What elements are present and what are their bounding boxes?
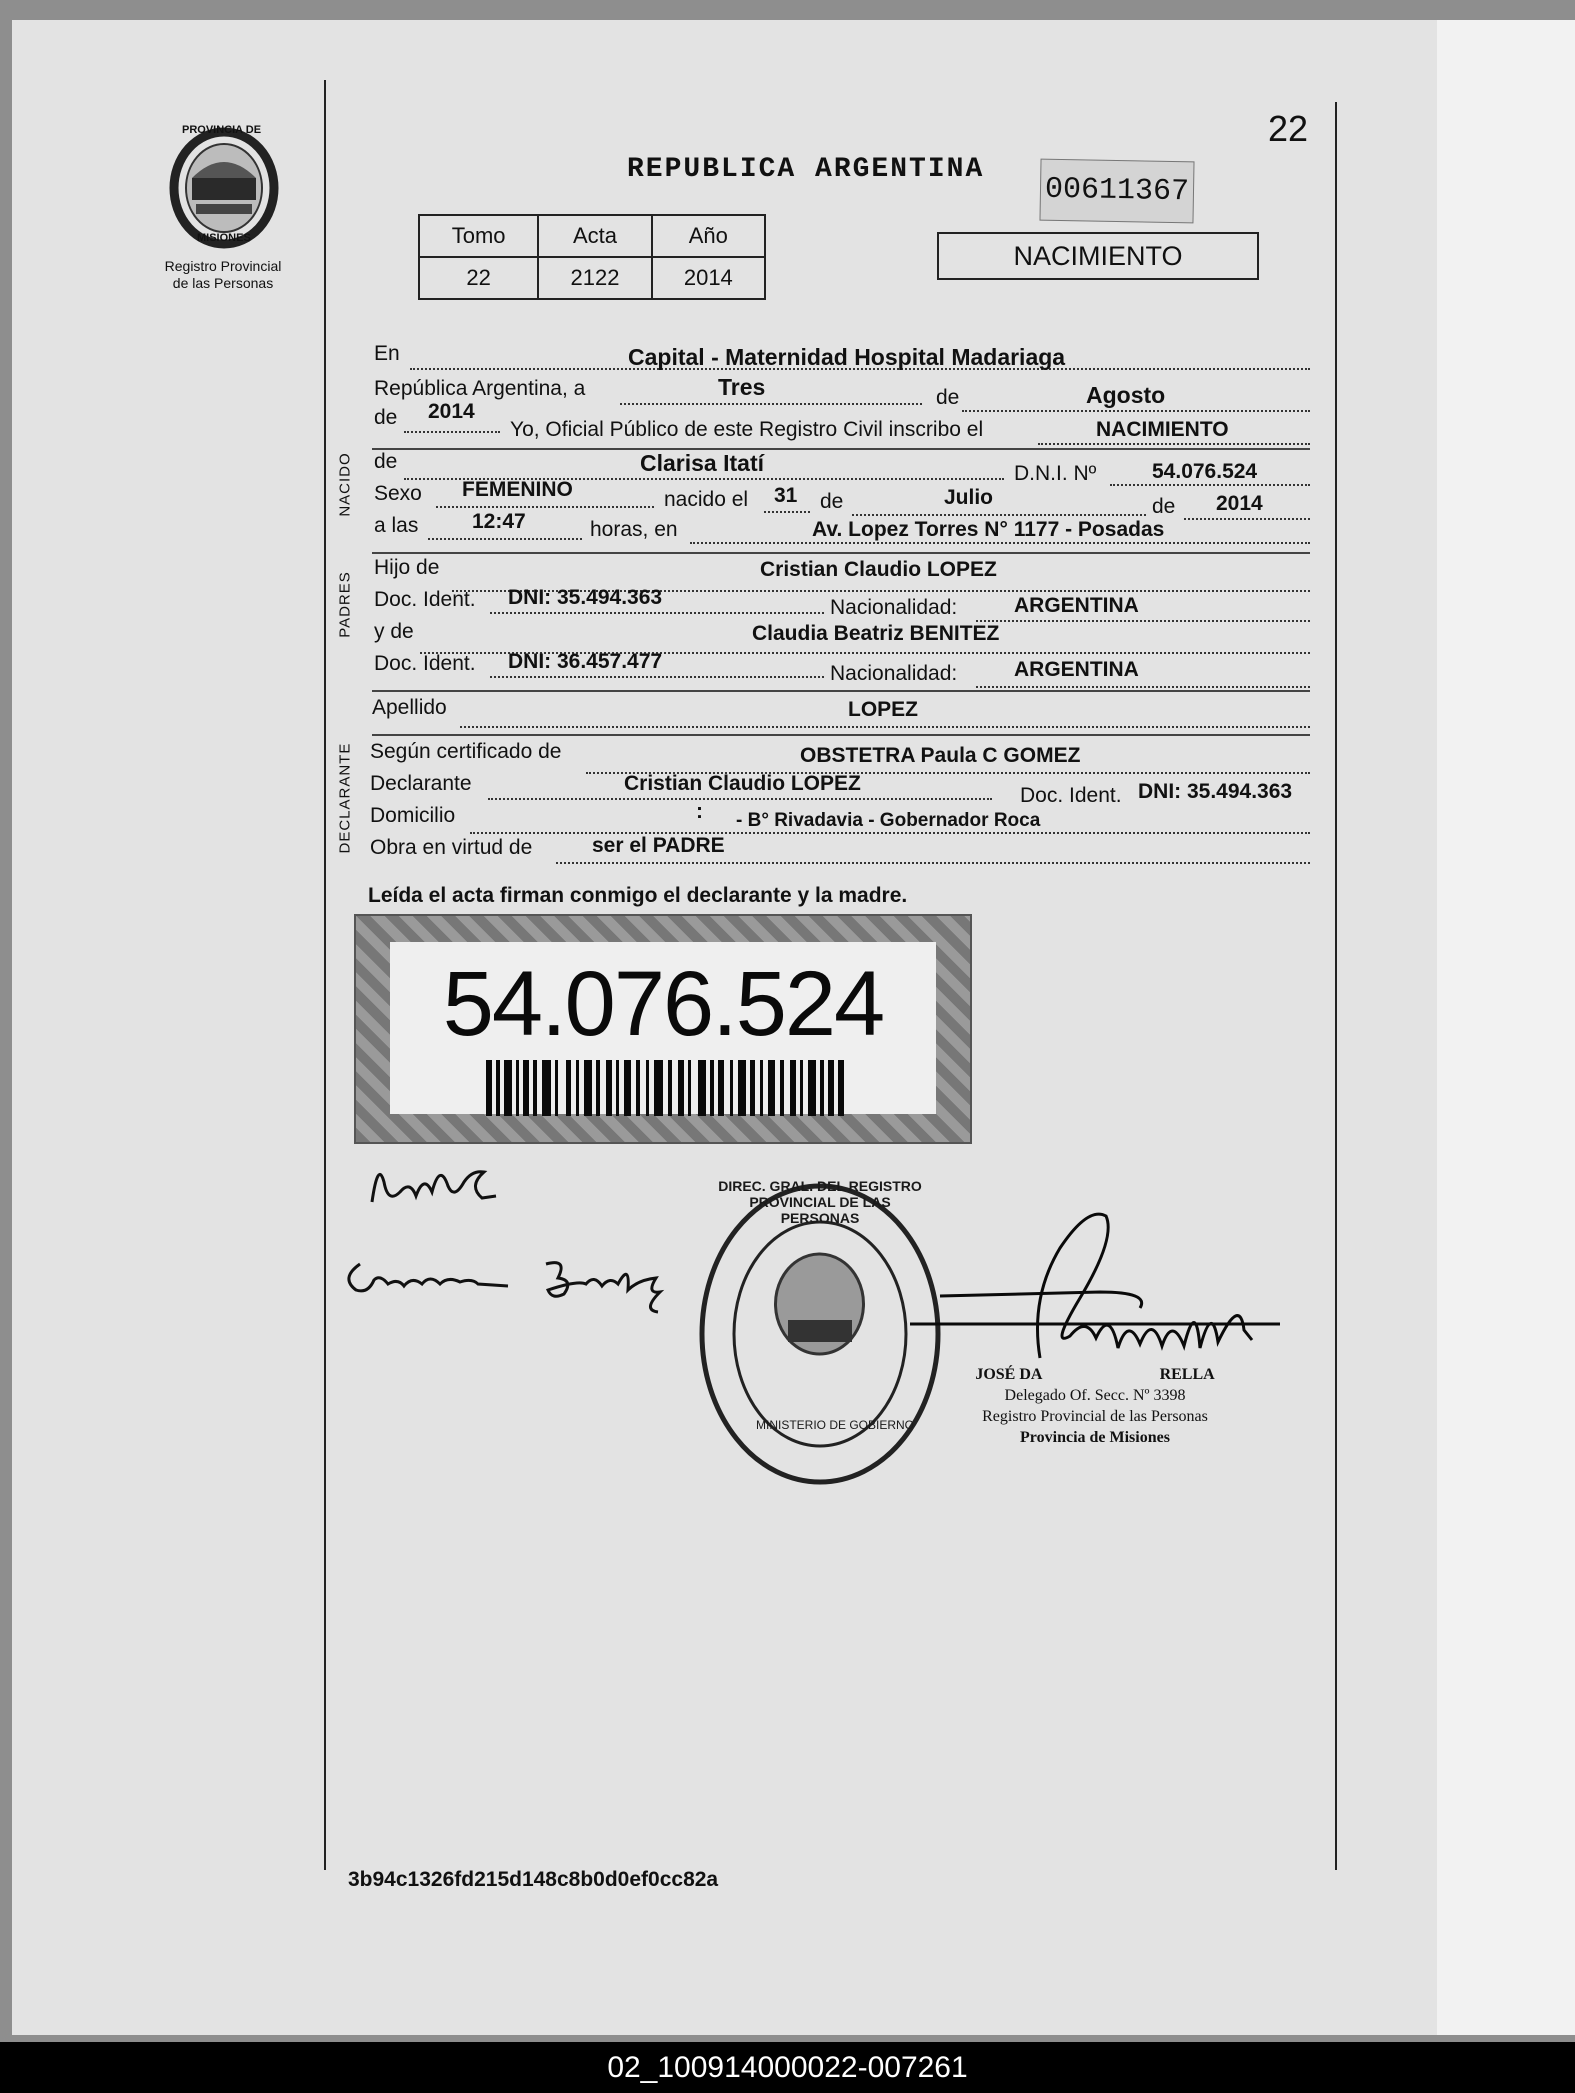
dni-line — [1110, 484, 1310, 486]
record-kind-line — [1038, 443, 1310, 445]
acta-header: Acta — [538, 215, 651, 257]
seal-inner-text: MINISTERIO DE GOBIERNO — [756, 1418, 915, 1432]
father-nat: ARGENTINA — [1014, 594, 1139, 617]
obra-line — [556, 862, 1310, 864]
officer-name-end: RELLA — [1159, 1366, 1215, 1383]
mother-nat-line — [976, 686, 1310, 688]
tomo-value: 22 — [419, 257, 538, 299]
record-type-box: NACIMIENTO — [937, 232, 1259, 280]
country-title: REPUBLICA ARGENTINA — [627, 154, 985, 185]
child-dni: 54.076.524 — [1152, 460, 1258, 483]
child-name: Clarisa Itatí — [640, 450, 764, 476]
anio-header: Año — [652, 215, 765, 257]
certificado-value: OBSTETRA Paula C GOMEZ — [800, 744, 1081, 767]
declarante-label: Declarante — [370, 772, 472, 795]
officer-name: JOSÉ DA — [975, 1366, 1042, 1383]
father-nat-line — [976, 620, 1310, 622]
republica-label: República Argentina, a — [374, 377, 586, 400]
father-name: Cristian Claudio LOPEZ — [760, 558, 997, 581]
serial-stamp: 00611367 — [1039, 159, 1194, 224]
officer-registry: Registro Provincial de las Personas — [982, 1408, 1208, 1425]
obra-label: Obra en virtud de — [370, 836, 533, 859]
tomo-header: Tomo — [419, 215, 538, 257]
footer-id: 02_100914000022-007261 — [0, 2042, 1575, 2093]
birth-day-line — [764, 511, 810, 513]
birth-place: Av. Lopez Torres N° 1177 - Posadas — [812, 518, 1165, 541]
de-label: de — [936, 386, 960, 409]
mother-nat-label: Nacionalidad: — [830, 662, 958, 685]
closing-statement: Leída el acta firman conmigo el declarante y la madre. — [368, 884, 908, 907]
nacido-top-rule — [372, 448, 1310, 450]
officer-stamp — [950, 1364, 1240, 1448]
declarante-section-label: DECLARANTE — [336, 742, 354, 854]
day-line — [620, 403, 922, 405]
birth-place-line — [690, 542, 1310, 544]
month-value: Agosto — [1086, 382, 1166, 408]
right-frame-line — [1335, 102, 1337, 1870]
mother-doc-line — [490, 676, 824, 678]
father-nat-label: Nacionalidad: — [830, 596, 958, 619]
year-value: 2014 — [428, 400, 475, 423]
logo-seal-top: PROVINCIA DE — [182, 124, 262, 136]
sexo-value: FEMENINO — [462, 478, 573, 501]
birth-month-line — [852, 514, 1146, 516]
barcode-icon — [486, 1060, 846, 1116]
birth-year-line — [1184, 518, 1310, 520]
time-line — [428, 538, 582, 540]
officer-text: Yo, Oficial Público de este Registro Civil inscribo el — [510, 418, 984, 441]
registry-caption — [148, 258, 298, 292]
registry-caption-line2: de las Personas — [172, 275, 274, 291]
birth-time: 12:47 — [472, 510, 526, 533]
declarante-doc: DNI: 35.494.363 — [1138, 780, 1293, 803]
de2-label: de — [374, 406, 398, 429]
birth-de-label: de — [820, 490, 844, 513]
day-value: Tres — [718, 374, 766, 400]
nacido-de-label: de — [374, 450, 398, 473]
horas-en-label: horas, en — [590, 518, 678, 541]
domicilio-label: Domicilio — [370, 804, 456, 827]
record-table-value-row — [419, 257, 765, 299]
place-value: Capital - Maternidad Hospital Madariaga — [628, 344, 1066, 370]
anio-value: 2014 — [652, 257, 765, 299]
birth-day: 31 — [774, 484, 798, 507]
y-de-label: y de — [374, 620, 414, 643]
record-table — [418, 214, 766, 300]
birth-year: 2014 — [1216, 492, 1263, 515]
nacido-section-label: NACIDO — [336, 452, 354, 517]
month-line — [962, 410, 1310, 412]
en-label: En — [374, 342, 400, 365]
year-line — [404, 431, 500, 433]
document-hash: 3b94c1326fd215d148c8b0d0ef0cc82a — [348, 1868, 719, 1891]
officer-name-row — [950, 1364, 1240, 1385]
seal-ring-text: DIREC. GRAL. DEL REGISTRO PROVINCIAL DE LAS PERSONAS — [718, 1178, 922, 1226]
declarante-top-rule — [372, 734, 1310, 736]
apellido-line — [460, 726, 1310, 728]
officer-signature-icon — [900, 1198, 1300, 1388]
dni-sticker-number: 54.076.524 — [442, 953, 884, 1055]
certificado-label: Según certificado de — [370, 740, 562, 763]
padres-section-label: PADRES — [336, 571, 354, 638]
obra-value: ser el PADRE — [592, 834, 725, 857]
acta-value: 2122 — [538, 257, 651, 299]
birth-month: Julio — [944, 486, 994, 509]
logo-seal-bottom: MISIONES — [197, 232, 251, 244]
mother-doc: DNI: 36.457.477 — [508, 650, 663, 673]
domicilio-value: - B° Rivadavia - Gobernador Roca — [736, 810, 1041, 831]
mother-doc-label: Doc. Ident. — [374, 652, 476, 675]
nacido-el-label: nacido el — [664, 488, 749, 511]
left-frame-line — [324, 80, 326, 1870]
birth-de2-label: de — [1152, 495, 1176, 518]
officer-title: Delegado Of. Secc. Nº 3398 — [1004, 1387, 1186, 1404]
father-doc-label: Doc. Ident. — [374, 588, 476, 611]
a-las-label: a las — [374, 514, 419, 537]
sexo-label: Sexo — [374, 482, 422, 505]
apellido-value: LOPEZ — [848, 698, 919, 721]
father-doc: DNI: 35.494.363 — [508, 586, 663, 609]
mother-name: Claudia Beatriz BENITEZ — [752, 622, 1000, 645]
padres-top-rule — [372, 552, 1310, 554]
officer-province: Provincia de Misiones — [1020, 1429, 1170, 1446]
mother-signature-icon — [338, 1250, 698, 1316]
hijo-de-label: Hijo de — [374, 556, 440, 579]
dni-label: D.N.I. Nº — [1014, 462, 1097, 485]
father-doc-line — [490, 612, 824, 614]
page-number: 22 — [1268, 108, 1309, 149]
declarante-doc-label: Doc. Ident. — [1020, 784, 1122, 807]
record-kind-value: NACIMIENTO — [1096, 418, 1229, 441]
registry-caption-line1: Registro Provincial — [164, 258, 282, 274]
mother-nat: ARGENTINA — [1014, 658, 1139, 681]
dni-sticker-inner — [390, 942, 936, 1114]
domicilio-mark: : — [696, 800, 703, 823]
declarante-line — [488, 798, 992, 800]
declarante-name: Cristian Claudio LOPEZ — [624, 772, 861, 795]
dni-sticker — [354, 914, 972, 1144]
record-table-header-row — [419, 215, 765, 257]
sexo-line — [436, 506, 654, 508]
scan-margin — [1437, 20, 1575, 2035]
apellido-top-rule — [372, 690, 1310, 692]
declarant-signature-icon — [364, 1152, 504, 1214]
apellido-label: Apellido — [372, 696, 447, 719]
